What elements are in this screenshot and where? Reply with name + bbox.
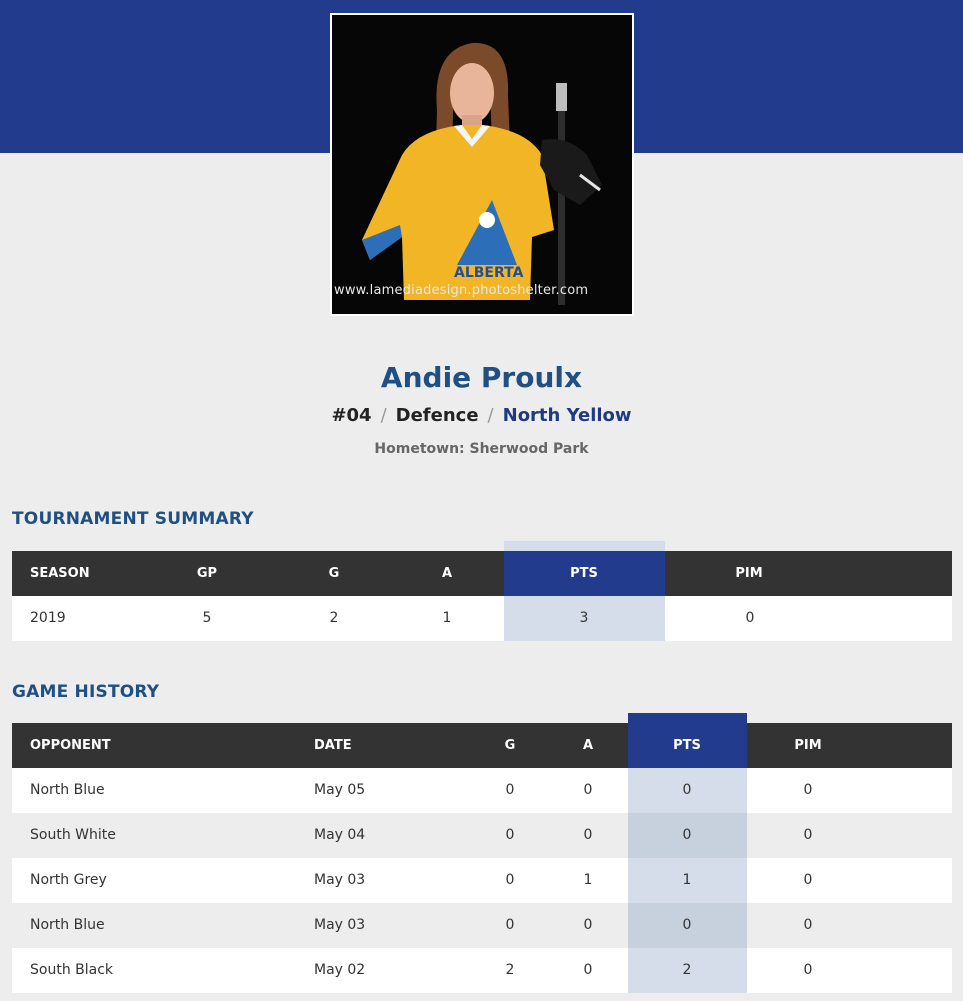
cell-pim: 0 <box>803 872 813 888</box>
column-header-pts[interactable]: PTS <box>673 738 701 753</box>
table-header-row <box>12 723 952 768</box>
table-row <box>12 903 952 948</box>
column-header-gp[interactable]: GP <box>196 566 218 581</box>
player-meta <box>0 405 963 426</box>
tournament-summary-table <box>12 541 952 641</box>
cell-date: May 05 <box>314 782 366 798</box>
cell-date: May 04 <box>314 827 366 843</box>
player-hometown: Hometown: Sherwood Park <box>374 441 589 457</box>
cell-a: 1 <box>583 872 593 888</box>
cell-a: 0 <box>583 827 593 843</box>
cell-g: 0 <box>505 872 515 888</box>
jersey-text: ALBERTA <box>454 265 524 281</box>
cell-date: May 03 <box>314 917 366 933</box>
player-name: Andie Proulx <box>380 361 583 394</box>
column-header-opponent[interactable]: OPPONENT <box>30 738 111 753</box>
cell-g: 2 <box>505 962 515 978</box>
cell-g: 0 <box>505 827 515 843</box>
table-row <box>12 858 952 903</box>
cell-pim: 0 <box>803 782 813 798</box>
cell-g: 2 <box>329 610 339 626</box>
cell-season: 2019 <box>30 610 66 626</box>
cell-opponent[interactable]: South White <box>30 827 116 843</box>
cell-g: 0 <box>505 917 515 933</box>
cell-pim: 0 <box>803 917 813 933</box>
game-history-title: GAME HISTORY <box>12 682 160 702</box>
meta-separator: / <box>487 405 494 426</box>
cell-pts: 2 <box>682 962 692 978</box>
table-header-row <box>12 551 952 596</box>
photo-watermark: www.lamediadesign.photoshelter.com <box>334 283 589 298</box>
cell-gp: 5 <box>202 610 212 626</box>
column-header-a[interactable]: A <box>582 738 594 753</box>
column-header-g[interactable]: G <box>504 738 516 753</box>
cell-pim: 0 <box>803 827 813 843</box>
cell-pts: 0 <box>682 827 692 843</box>
cell-pim: 0 <box>745 610 755 626</box>
column-header-season[interactable]: SEASON <box>30 566 90 581</box>
table-row <box>12 596 952 641</box>
player-photo <box>330 13 634 316</box>
table-row <box>12 813 952 858</box>
column-header-pim[interactable]: PIM <box>735 566 763 581</box>
column-header-pts[interactable]: PTS <box>570 566 598 581</box>
cell-a: 0 <box>583 962 593 978</box>
cell-pts: 0 <box>682 917 692 933</box>
cell-g: 0 <box>505 782 515 798</box>
cell-pts: 1 <box>682 872 692 888</box>
cell-opponent[interactable]: North Grey <box>30 872 107 888</box>
cell-opponent[interactable]: South Black <box>30 962 114 978</box>
cell-pts: 0 <box>682 782 692 798</box>
cell-pim: 0 <box>803 962 813 978</box>
cell-a: 0 <box>583 782 593 798</box>
game-history-table <box>12 713 952 993</box>
table-row <box>12 948 952 993</box>
cell-date: May 03 <box>314 872 366 888</box>
column-header-a[interactable]: A <box>441 566 453 581</box>
cell-date: May 02 <box>314 962 366 978</box>
player-team-link[interactable]: North Yellow <box>502 405 632 426</box>
player-illustration <box>332 15 632 314</box>
tournament-summary-title: TOURNAMENT SUMMARY <box>12 509 254 529</box>
meta-separator: / <box>380 405 387 426</box>
cell-a: 0 <box>583 917 593 933</box>
cell-a: 1 <box>442 610 452 626</box>
player-number: #04 <box>331 405 372 426</box>
column-header-date[interactable]: DATE <box>314 738 352 753</box>
cell-opponent[interactable]: North Blue <box>30 917 105 933</box>
player-position: Defence <box>395 405 479 426</box>
cell-pts: 3 <box>579 610 589 626</box>
column-header-g[interactable]: G <box>328 566 340 581</box>
cell-opponent[interactable]: North Blue <box>30 782 105 798</box>
table-row <box>12 768 952 813</box>
player-photo-image <box>332 15 632 314</box>
column-header-pim[interactable]: PIM <box>794 738 822 753</box>
